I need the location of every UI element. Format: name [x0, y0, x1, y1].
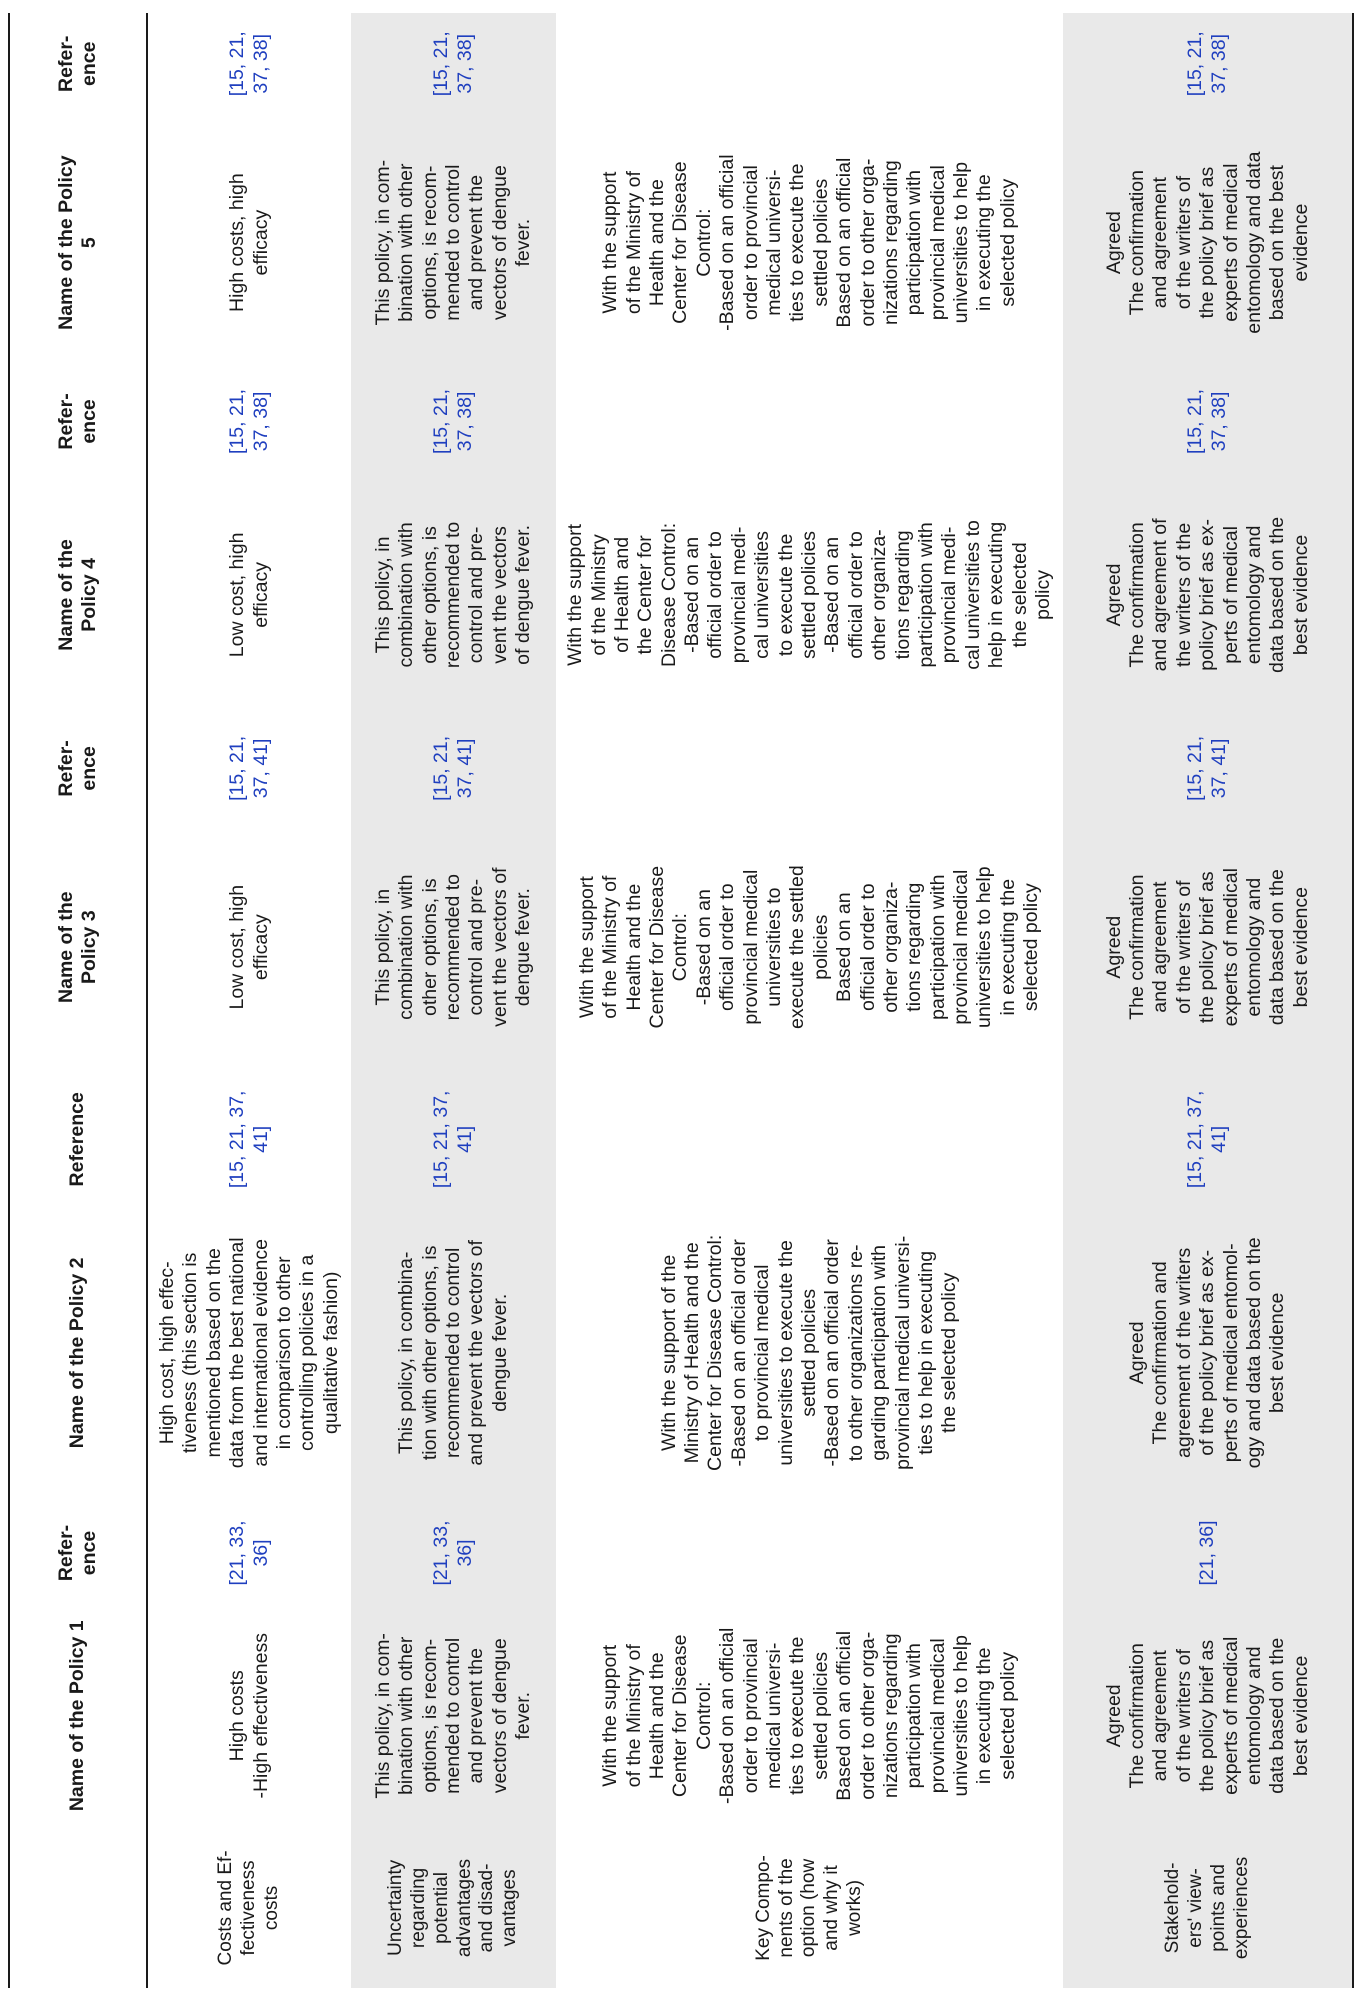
policy-4-cell: This policy, in combination with other options, is recommended to control and pre- vent the vectors of dengue fever. [351, 472, 556, 718]
reference-link[interactable]: [15, 21, 37, 38] [1063, 371, 1353, 472]
header-policy-4: Name of the Policy 4 [9, 472, 147, 718]
reference-link[interactable]: [15, 21, 37, 41] [226, 1090, 272, 1189]
reference-link[interactable]: [15, 21, 37, 38] [1063, 13, 1353, 115]
policy-3-cell: Agreed The confirmation and agreement of the writers of the policy brief as experts of medical entomology and data based on the best evidence [1063, 819, 1353, 1075]
policy-1-cell: High costs -High effectiveness [226, 1633, 272, 1799]
reference-link [556, 1502, 1063, 1603]
policy-5-cell: High costs, high efficacy [226, 173, 272, 313]
reference-link[interactable]: [21, 33, 36] [226, 1520, 272, 1586]
reference-link[interactable]: [15, 21, 37, 38] [351, 13, 556, 115]
reference-link[interactable]: [15, 21, 37, 38] [226, 388, 272, 454]
reference-link[interactable]: [21, 36] [1063, 1502, 1353, 1603]
reference-link[interactable]: [15, 21, 37, 38] [226, 31, 272, 97]
reference-link [556, 1075, 1063, 1203]
policy-5-cell: This policy, in com- bination with other options, is recom- mended to control and prevent the vectors of dengue fever. [351, 115, 556, 371]
row-label: Key Compo- nents of the option (how and why it works) [752, 1855, 865, 1961]
header-policy-3: Name of the Policy 3 [9, 819, 147, 1075]
row-label: Costs and Ef- fectiveness costs [215, 1850, 282, 1966]
reference-link[interactable]: [15, 21, 37, 41] [351, 718, 556, 819]
table-row-stakeholders [1063, 13, 1353, 1988]
header-reference-3: Refer- ence [9, 718, 147, 819]
header-policy-2: Name of the Policy 2 [9, 1203, 147, 1502]
header-reference-5: Refer- ence [9, 13, 147, 115]
policy-4-cell: Agreed The confirmation and agreement of the writers of the policy brief as ex- perts of medical entomology and data based on the best evidence [1063, 472, 1353, 718]
policy-1-cell: Agreed The confirmation and agreement of the writers of the policy brief as experts of medical entomology and data based on the best evidence [1063, 1604, 1353, 1828]
header-policy-1: Name of the Policy 1 [9, 1604, 147, 1828]
reference-link [556, 371, 1063, 472]
reference-link [556, 13, 1063, 115]
reference-link [556, 718, 1063, 819]
policy-comparison-table [8, 13, 1354, 1988]
reference-link[interactable]: [15, 21, 37, 38] [351, 371, 556, 472]
header-reference-2: Reference [9, 1075, 147, 1203]
policy-4-cell: Low cost, high efficacy [226, 532, 272, 658]
header-policy-5: Name of the Policy 5 [9, 115, 147, 371]
policy-4-cell: With the support of the Ministry of Health and the Center for Disease Control: -Based on an official order to provincial medi- cal universities to execute the settled policies -Based on an official order to other organiza- tions regarding participation with provincial medi- cal universities to help in executing the selected policy [564, 520, 1054, 670]
table-row-costs [147, 13, 351, 1988]
policy-1-cell: With the support of the Ministry of Health and the Center for Disease Control: -Based on an official order to provincial medical universi- ties to execute the settled policies Based on an official order to other orga- nizations regarding participation with provincial medical universities to help in executing the selected policy [599, 1627, 1019, 1804]
policy-5-cell: Agreed The confirmation and agreement of the writers of the policy brief as experts of medical entomology and data based on the best evidence [1063, 115, 1353, 371]
policy-1-cell: This policy, in com- bination with other options, is recom- mended to control and prevent the vectors of dengue fever. [351, 1604, 556, 1828]
table-header-row [9, 13, 147, 1988]
policy-3-cell: This policy, in combination with other options, is recommended to control and pre- vent the vectors of dengue fever. [351, 819, 556, 1075]
policy-3-cell: Low cost, high efficacy [226, 884, 272, 1010]
policy-2-cell: This policy, in combina- tion with other options, is recommended to control and prevent the vectors of dengue fever. [351, 1203, 556, 1502]
table-row-uncertainty [351, 13, 556, 1988]
header-reference-4: Refer- ence [9, 371, 147, 472]
row-label: Stakehold- ers' view- points and experiences [1063, 1828, 1353, 1988]
reference-link[interactable]: [15, 21, 37, 41] [1063, 718, 1353, 819]
policy-2-cell: Agreed The confirmation and agreement of the writers of the policy brief as ex- perts of medical entomol- ogy and data based on the best evidence [1063, 1203, 1353, 1502]
reference-link[interactable]: [15, 21, 37, 41] [226, 735, 272, 801]
table-row-key-components [556, 13, 1063, 1988]
header-reference-1: Refer- ence [9, 1502, 147, 1603]
header-row-label [9, 1828, 147, 1988]
policy-2-cell: High cost, high effec- tiveness (this section is mentioned based on the data from the best national and international evidence in comparison to other controlling policies in a qualitative fashion) [156, 1237, 342, 1469]
reference-link[interactable]: [21, 33, 36] [351, 1502, 556, 1603]
policy-5-cell: With the support of the Ministry of Health and the Center for Disease Control: -Based on an official order to provincial medical universi- ties to execute the settled policies Based on an official order to other orga- nizations regarding participation with provincial medical universities to help in executing the selected policy [599, 154, 1019, 331]
row-label: Uncertainty regarding potential advantages and disad- vantages [351, 1828, 556, 1988]
reference-link[interactable]: [15, 21, 37, 41] [1063, 1075, 1353, 1203]
policy-2-cell: With the support of the Ministry of Health and the Center for Disease Control: -Based on an official order to provincial medical universities to execute the settled policies -Based on an official order to other organizations re- garding participation with provincial medical universi- ties to help in executing the selected policy [657, 1234, 961, 1471]
reference-link[interactable]: [15, 21, 37, 41] [351, 1075, 556, 1203]
policy-3-cell: With the support of the Ministry of Health and the Center for Disease Control: -Based on an official order to provincial medical universities to execute the settled policies Based on an official order to other organiza- tions regarding participation with provincial medical universities to help in executing the selected policy [575, 865, 1043, 1030]
